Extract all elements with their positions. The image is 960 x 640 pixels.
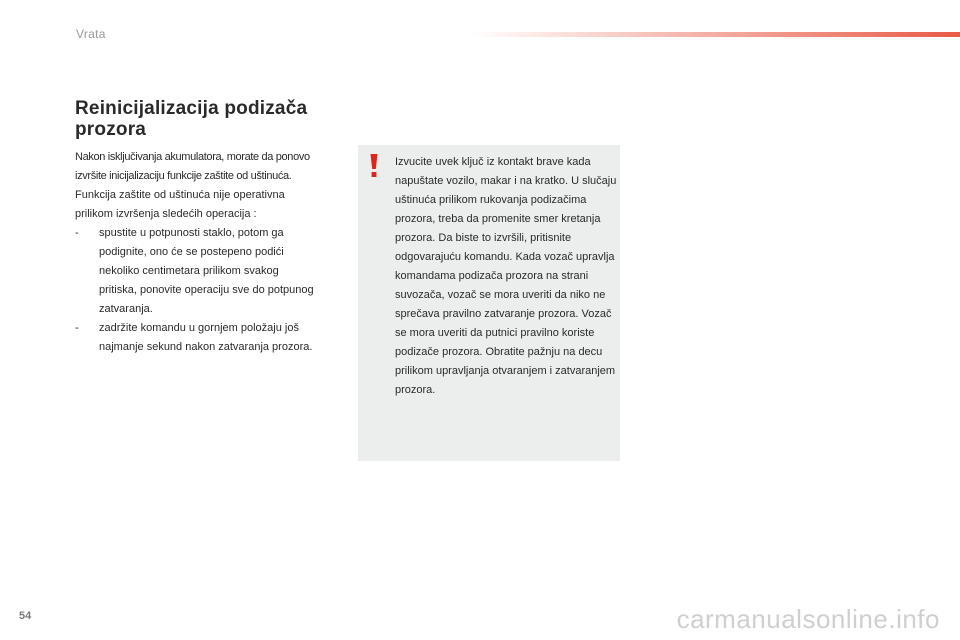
heading-line-1: Reinicijalizacija podizača <box>75 98 308 119</box>
exclamation-icon <box>369 154 379 178</box>
page-number: 54 <box>19 610 32 622</box>
section-title: Vrata <box>76 27 106 41</box>
main-text-column <box>75 148 355 357</box>
heading-line-2: prozora <box>75 119 147 140</box>
bullet-text: zadržite komandu u gornjem položaju još najmanje sekund nakon zatvaranja prozora. <box>99 322 313 353</box>
intro-line-2: izvršite inicijalizaciju funkcije zaštite od uštinuća. <box>75 170 292 182</box>
page-heading <box>75 98 365 140</box>
intro-line-1: Nakon isključivanja akumulatora, morate da ponovo <box>75 151 310 163</box>
operations-paragraph: Funkcija zaštite od uštinuća nije operativna prilikom izvršenja sledećih operacija : <box>75 189 285 220</box>
bullet-dash: - <box>75 322 79 334</box>
header-accent-rule <box>470 32 960 37</box>
bullet-text: spustite u potpunosti staklo, potom ga podignite, ono će se postepeno podići nekoliko centimetara prilikom svakog pritiska, ponovite operaciju sve do potpunog zatvaranja. <box>99 227 314 315</box>
watermark: carmanualsonline.info <box>676 604 940 634</box>
bullet-dash: - <box>75 227 79 239</box>
list-item <box>75 319 355 357</box>
warning-text: Izvucite uvek ključ iz kontakt brave kada napuštate vozilo, makar i na kratko. U slučaju uštinuća prilikom rukovanja podizačima prozora, treba da promenite smer kretanja prozora. Da biste to izvršili, pritisnite odgovarajuću komandu. Kada vozač upravlja komandama podizača prozora na strani suvozača, vozač se mora uveriti da niko ne sprečava pravilno zatvaranje prozora. Vozač se mora uveriti da putnici pravilno koriste podizače prozora. Obratite pažnju na decu prilikom upravljanja otvaranjem i zatvaranjem prozora. <box>395 156 617 396</box>
list-item <box>75 224 355 319</box>
